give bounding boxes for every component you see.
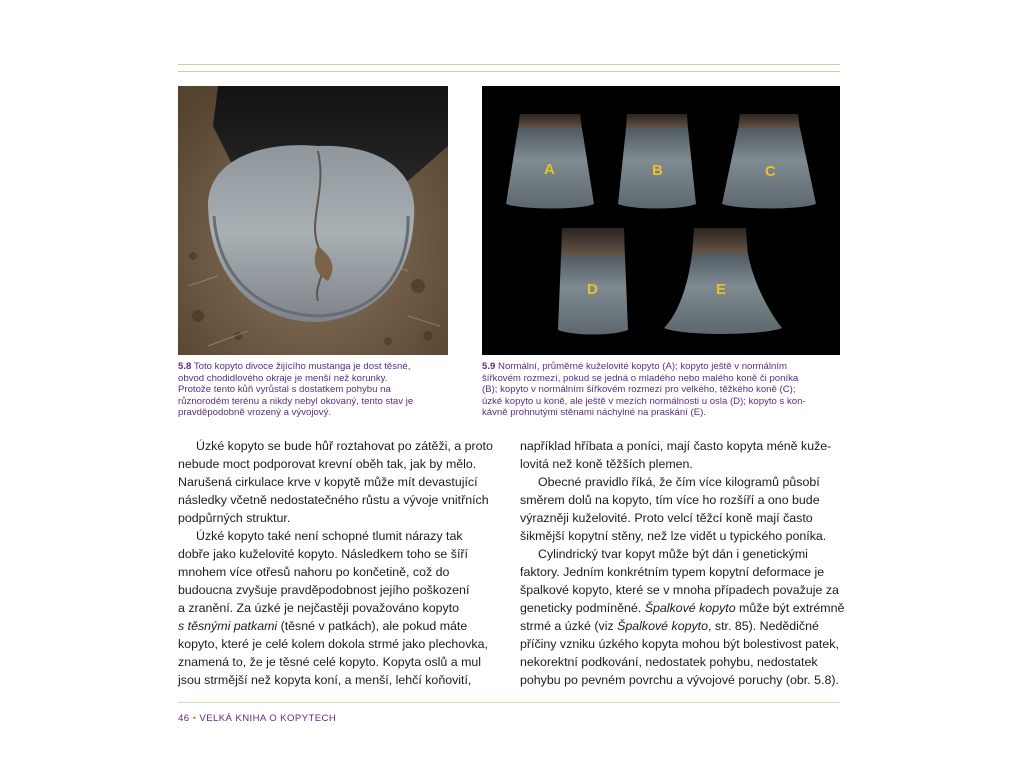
paragraph: například hříbata a poníci, mají často kopyta méně kuže- lovitá než koně těžších plemen. bbox=[520, 439, 832, 471]
footer-separator: • bbox=[192, 713, 197, 724]
label-a: A bbox=[544, 161, 555, 178]
page-number: 46 bbox=[178, 713, 190, 724]
paragraph: Úzké kopyto také není schopné tlumit nárazy tak dobře jako kuželovité kopyto. Následkem toho se šíří mnohem více otřesů nahoru po končetině, což do budoucna zvyšuje pravděpodobnost jejího poškození a zranění. Za úzké je nejčastěji považováno kopyto s těsnými patkami (těsné v patkách), ale pokud máte kopyto, které je celé kolem dokola strmé jako plechovka, znamená to, že je těsné celé kopyto. Kopyta oslů a mul jsou strmější než kopyta koní, a menší, lehčí koňovití, bbox=[178, 529, 488, 687]
label-c: C bbox=[765, 163, 776, 180]
mustang-hoof-illustration bbox=[178, 86, 448, 355]
italic-term: Špalkové kopyto bbox=[644, 601, 736, 615]
paragraph: Cylindrický tvar kopyt může být dán i genetickými faktory. Jedním konkrétním typem kopytní deformace je špalkové kopyto, které se v mnoha případech považuje za geneticky podmíněné. Špalkové kopyto může být extrémně strmé a úzké (viz Špalkové kopyto, str. 85). Nedědičné příčiny vzniku úzkého kopyta mohou být bolestivost patek, nekorektní podkování, nedostatek pohybu, nedostatek pohybu po pevném povrchu a vývojové poruchy (obr. 5.8). bbox=[520, 547, 845, 687]
hoof-shapes-illustration bbox=[482, 86, 840, 355]
italic-term: s těsnými patkami bbox=[178, 619, 278, 633]
paragraph: Úzké kopyto se bude hůř roztahovat po zátěži, a proto nebude moct podporovat krevní oběh tak, jak by mělo. Narušená cirkulace krve v kopytě může mít devastující následky včetně nedostatečného růstu a vývoje vnitřních podpůrných struktur. bbox=[178, 439, 493, 525]
bottom-rule bbox=[178, 702, 840, 703]
paragraph: Obecné pravidlo říká, že čím více kilogramů působí směrem dolů na kopyto, tím více ho rozšíří a ono bude výrazněji kuželovité. Proto velcí těžcí koně mají často šikmější kopytní stěny, než lze vidět u typického poníka. bbox=[520, 475, 827, 543]
label-d: D bbox=[587, 281, 598, 298]
caption-figure-5-8: 5.8 Toto kopyto divoce žijícího mustanga je dost těsné, obvod chodidlového okraje je menší než korunky. Protože tento kůň vyrůstal s dostatkem pohybu na různorodém terénu a nikdy nebyl okovaný, tento stav je pravděpodobně vrozený a vývojový. bbox=[178, 361, 414, 419]
hoof-photo-mustang bbox=[178, 86, 448, 355]
italic-term: Špalkové kopyto bbox=[617, 619, 709, 633]
hoof-shapes-photo bbox=[482, 86, 840, 355]
label-b: B bbox=[652, 162, 663, 179]
caption-number: 5.9 bbox=[482, 361, 496, 372]
body-column-right bbox=[520, 437, 844, 689]
hoof-shape-c bbox=[722, 114, 816, 209]
top-rule bbox=[178, 64, 840, 72]
caption-figure-5-9: 5.9 Normální, průměrné kuželovité kopyto (A); kopyto ještě v normálním šířkovém rozmezí, pokud se jedná o mladého nebo malého koně či poníka (B); kopyto v normálním šířkovém rozmezí pro velkého, těžkého koně (C); úzké kopyto u koně, ale ještě v mezích normálnosti u osla (D); kopyto s kon- kávně prohnutými stěnami náchylné na praskání (E). bbox=[482, 361, 806, 419]
body-column-left bbox=[178, 437, 494, 689]
page-footer bbox=[178, 713, 336, 724]
book-title: VELKÁ KNIHA O KOPYTECH bbox=[199, 713, 337, 724]
caption-number: 5.8 bbox=[178, 361, 192, 372]
label-e: E bbox=[716, 281, 727, 298]
